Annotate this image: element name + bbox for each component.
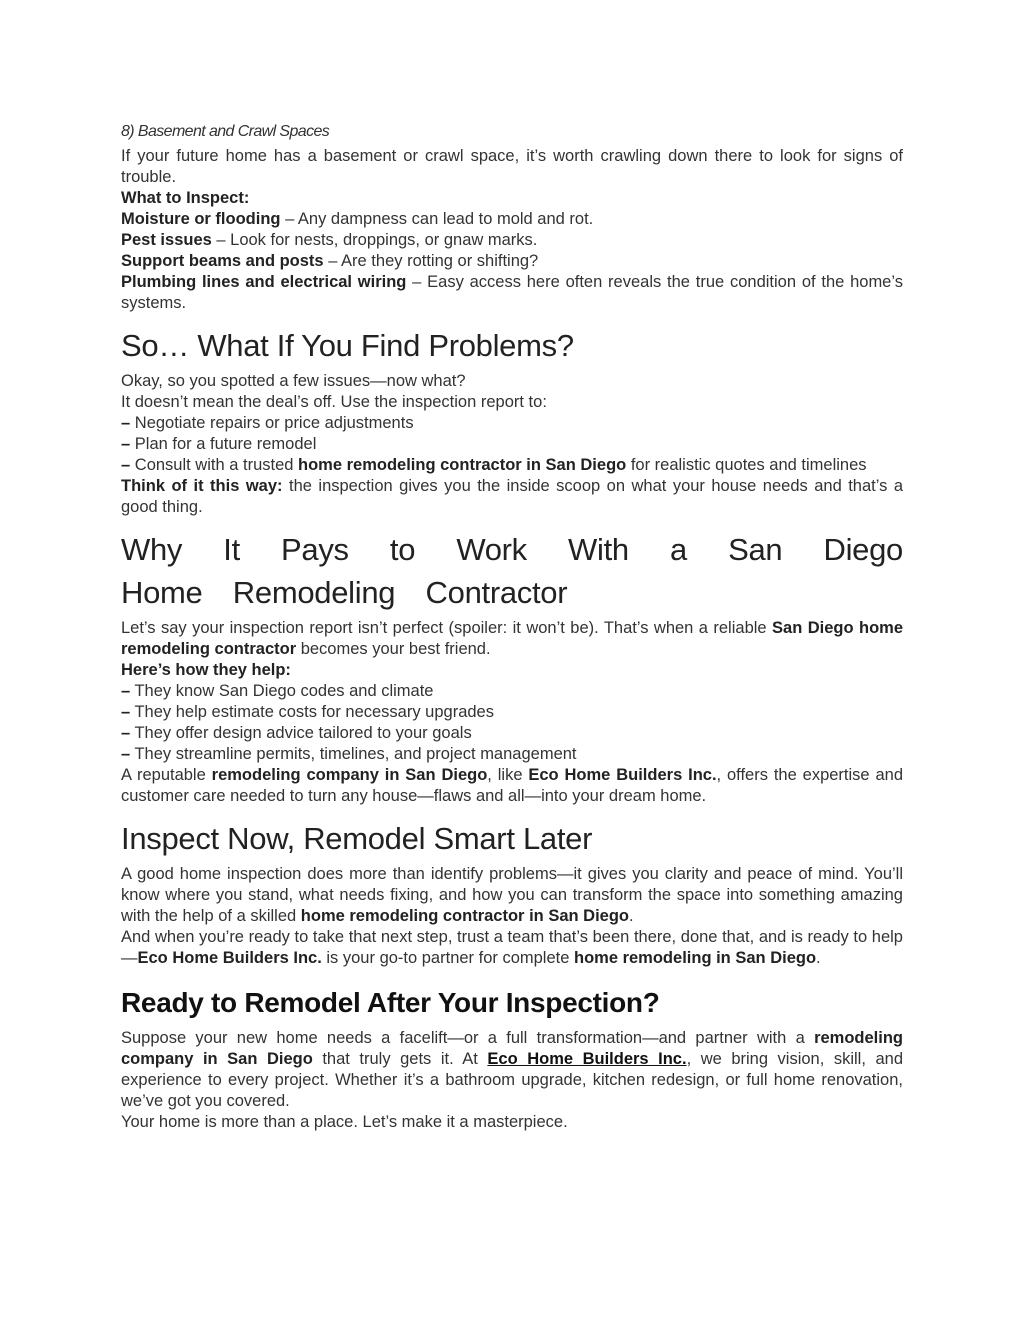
why-bullet: – They know San Diego codes and climate [121, 682, 434, 700]
ready-heading: Ready to Remodel After Your Inspection? [121, 987, 660, 1018]
inspect-paragraph-2: And when you’re ready to take that next step, trust a team that’s been there, done that, and is ready to help—Eco Home Builders Inc. is your go-to partner for complete home remodeling in San Diego. [121, 928, 903, 967]
think-paragraph: Think of it this way: the inspection gives you the inside scoop on what your house needs and that’s a good thing. [121, 477, 903, 516]
section8-intro: If your future home has a basement or crawl space, it’s worth crawling down there to look for signs of trouble. [121, 147, 903, 186]
problems-line: It doesn’t mean the deal’s off. Use the inspection report to: [121, 393, 547, 411]
why-bullet: – They help estimate costs for necessary upgrades [121, 703, 494, 721]
inspect-item: Moisture or flooding – Any dampness can lead to mold and rot. [121, 210, 594, 228]
inspect-heading: Inspect Now, Remodel Smart Later [121, 821, 593, 856]
inspect-paragraph: A good home inspection does more than identify problems—it gives you clarity and peace of mind. You’ll know where you stand, what needs fixing, and how you can transform the space into something amazing with the help of a skilled home remodeling contractor in San Diego. [121, 865, 903, 925]
why-bullet: – They streamline permits, timelines, and project management [121, 745, 577, 763]
section-subheading: 8) Basement and Crawl Spaces [121, 123, 330, 140]
problems-heading: So… What If You Find Problems? [121, 328, 574, 363]
why-paragraph-2: A reputable remodeling company in San Diego, like Eco Home Builders Inc., offers the expertise and customer care needed to turn any house—flaws and all—into your dream home. [121, 766, 904, 805]
why-bullet: – They offer design advice tailored to your goals [121, 724, 472, 742]
problems-line: Okay, so you spotted a few issues—now what? [121, 372, 466, 390]
inspect-item: Pest issues – Look for nests, droppings, or gnaw marks. [121, 231, 538, 249]
inspect-item: Plumbing lines and electrical wiring – Easy access here often reveals the true condition of the home’s systems. [121, 273, 903, 312]
document-page [121, 118, 903, 1133]
problems-bullet: – Consult with a trusted home remodeling contractor in San Diego for realistic quotes and timelines [121, 456, 867, 474]
what-to-inspect-label: What to Inspect: [121, 189, 250, 207]
inspect-item: Support beams and posts – Are they rotting or shifting? [121, 252, 539, 270]
problems-bullet: – Negotiate repairs or price adjustments [121, 414, 414, 432]
why-heading: Why It Pays to Work With a San Diego Home Remodeling Contractor [121, 532, 903, 610]
ready-paragraph: Suppose your new home needs a facelift—or a full transformation—and partner with a remodeling company in San Diego that truly gets it. At Eco Home Builders Inc., we bring vision, skill, and experience to every project. Whether it’s a bathroom upgrade, kitchen redesign, or full home renovation, we’ve got you covered. [121, 1029, 904, 1110]
ready-closing: Your home is more than a place. Let’s make it a masterpiece. [121, 1113, 568, 1131]
help-label: Here’s how they help: [121, 661, 291, 679]
eco-home-builders-link[interactable]: Eco Home Builders Inc. [487, 1050, 687, 1068]
problems-bullet: – Plan for a future remodel [121, 435, 317, 453]
why-paragraph: Let’s say your inspection report isn’t perfect (spoiler: it won’t be). That’s when a reliable San Diego home remodeling contractor becomes your best friend. [121, 619, 903, 658]
